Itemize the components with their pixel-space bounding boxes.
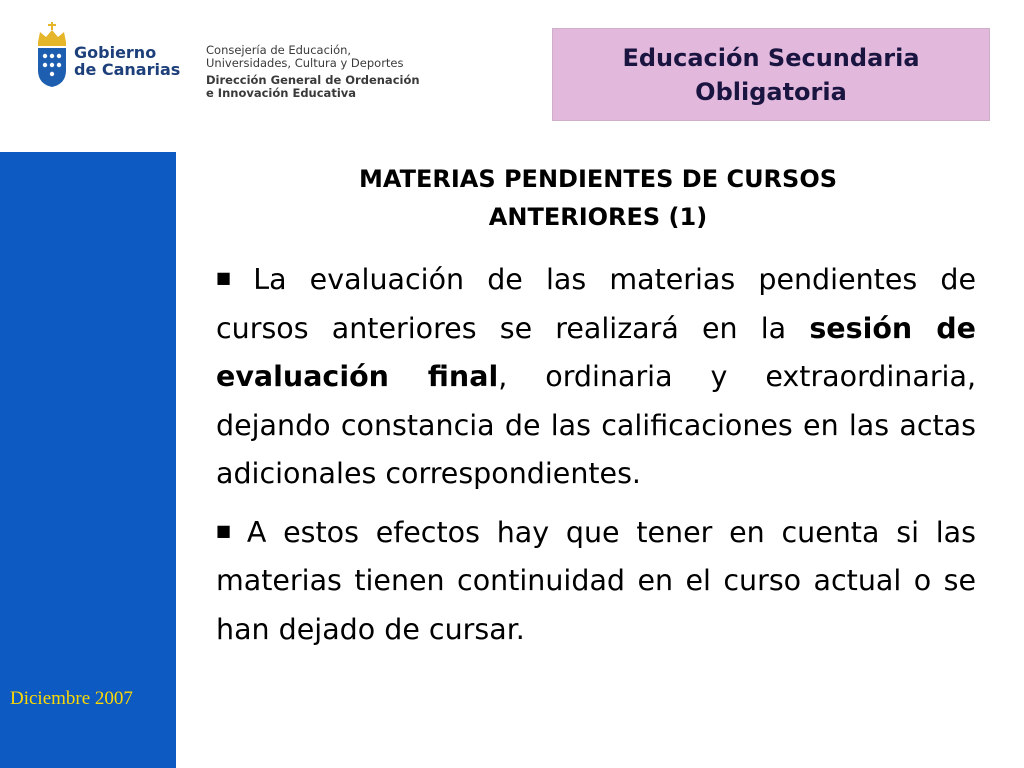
- government-logo: [30, 18, 190, 90]
- department-line-1: Consejería de Educación,: [206, 43, 352, 57]
- coat-of-arms-icon: [34, 20, 70, 88]
- department-line-2: Universidades, Cultura y Deportes: [206, 56, 404, 70]
- square-bullet-icon: ■: [216, 520, 239, 540]
- program-title-box: [552, 28, 990, 121]
- date-label: Diciembre 2007: [10, 688, 133, 709]
- paragraph-1-emphasis: sesión de evaluación final: [216, 311, 976, 393]
- directorate-line-2: e Innovación Educativa: [206, 86, 357, 100]
- sidebar-panel: [0, 152, 176, 768]
- slide-heading-line-2: ANTERIORES (1): [488, 203, 708, 231]
- paragraph-1-text: La evaluación de las materias pendientes de cursos anteriores se realizará en la: [216, 263, 976, 345]
- square-bullet-icon: ■: [216, 268, 246, 287]
- directorate-line-1: Dirección General de Ordenación: [206, 73, 420, 87]
- bullet-paragraph-1: [216, 254, 976, 499]
- government-name: [74, 44, 180, 78]
- program-title-line-1: Educación Secundaria: [622, 43, 920, 72]
- department-info: [206, 44, 436, 100]
- bullet-paragraph-2: [216, 507, 976, 655]
- paragraph-2-text: A estos efectos hay que tener en cuenta si las materias tienen continuidad en el curso actual o se han dejado de cursar.: [216, 515, 976, 646]
- program-title-line-2: Obligatoria: [695, 77, 847, 106]
- slide-body: [216, 254, 976, 662]
- slide-heading: [230, 160, 966, 236]
- government-name-line-1: Gobierno: [74, 43, 157, 62]
- paragraph-1-text-end: , ordinaria y extraordinaria, dejando constancia de las calificaciones en las actas adicionales correspondientes.: [216, 360, 976, 490]
- slide-heading-line-1: MATERIAS PENDIENTES DE CURSOS: [358, 165, 838, 193]
- government-name-line-2: de Canarias: [74, 60, 181, 79]
